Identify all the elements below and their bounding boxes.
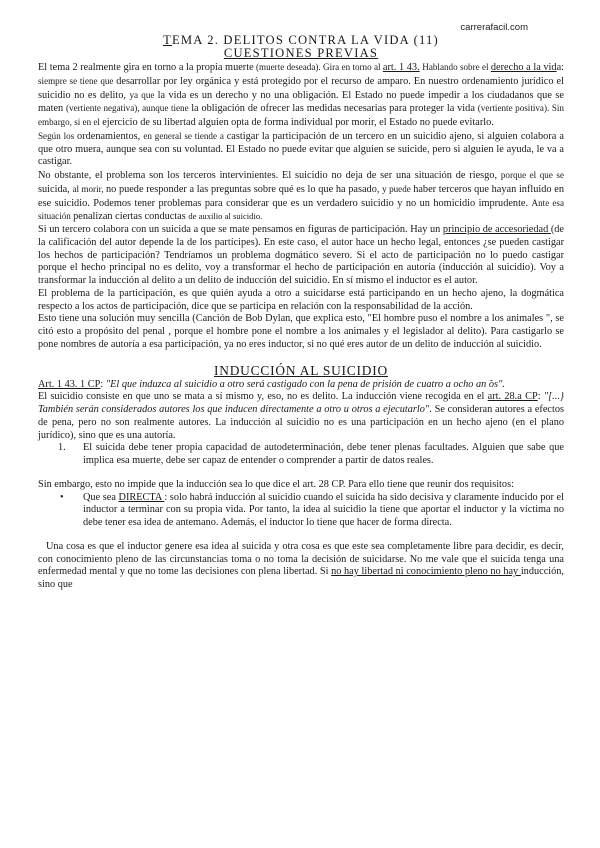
p1-text-m: ejercicio de su libertad alguien opta de forma individual por morir, el Estado no puede evitarlo.: [102, 117, 494, 128]
numbered-item-1: [38, 442, 564, 468]
article-28a-quote: "[...} También serán considerados autores los que inducen directamente a otro u otros a ejecutarlo": [38, 391, 565, 415]
p3-text-e: no puede responder a las preguntas sobre qué es lo que ha pasado,: [105, 183, 383, 195]
p1-text-j: (vertiente negativa), aunque tiene: [66, 103, 192, 114]
p10-text-c: inducción, sino que: [38, 566, 564, 590]
principio-accesoriedad-ref: principio de accesoriedad: [442, 224, 551, 235]
p8-text-a: El suicidio consiste en que uno se mata a sí mismo y, eso, no es delito. La inducción viene recogida en el: [38, 391, 488, 403]
paragraph-4: [38, 224, 564, 288]
p1-text-b: (muerte deseada).: [253, 62, 324, 72]
p1-text-g: desarrollar por ley orgánica y está protegido por el recurso de amparo. En nuestro ordenamiento jurídico el suicidio no es delito,: [38, 75, 564, 101]
p1-text-d: Hablando sobre el: [422, 62, 491, 72]
p1-text-l: (vertiente positiva). Sin embargo, si en el: [38, 103, 564, 127]
p1-text-i: la vida es un derecho y no una obligación. El Estado no puede impedir a los ciudadanos que se maten: [38, 89, 564, 115]
paragraph-2: [38, 130, 564, 169]
p3-text-h: Podemos tener problemas para considerar que es un verdadero suicidio y no un homicidio imprudente.: [93, 197, 532, 209]
p1-text-f: siempre se tiene que: [38, 75, 117, 86]
bullet-text-a: Que sea: [83, 491, 119, 503]
article-ref-143: art. 1 43.: [382, 62, 420, 73]
p3-text-a: No obstante, el problema son los terceros intervinientes. El suicidio no deja de ser una situación de riesgo,: [38, 170, 501, 181]
directa-term: DIRECTA: [118, 491, 165, 503]
p1-text-a: El tema 2 realmente gira en torno a la propia muerte: [38, 62, 254, 73]
paragraph-1: [38, 61, 564, 130]
p8-colon: :: [537, 391, 544, 403]
document-subtitle: CUESTIONES PREVIAS: [223, 46, 379, 60]
p3-text-d: al morir,: [72, 183, 106, 194]
p2-text-d: castigar la participación de un tercero en un suicidio ajeno, si alguien colabora a que otro muera, aunque sea con su voluntad. El Estado no puede evitar que alguien se suicide, pero si alguien le ayuda, le va a castigar.: [38, 130, 564, 168]
section-spacer: [38, 352, 564, 363]
document-body: [38, 34, 564, 592]
list-marker-1: 1.: [58, 442, 66, 454]
article-ref-28a: art. 28.a CP: [487, 391, 538, 403]
section-title-induccion: INDUCCIÓN AL SUICIDIO: [213, 362, 388, 378]
bullet-item-directa: [38, 492, 564, 530]
paragraph-8: [38, 391, 564, 442]
p2-text-a: Según los: [38, 130, 78, 141]
p4-text-b: (de la calificación del autor depende la de los partícipes). En este caso, el autor hace un hecho legal, entonces ¿se pueden castigar los hechos de participación? Tendríamos un problema dogmático severo. Si el acto de participación no lo puedo castigar porque el hecho principal no es delito, voy a transformar el hecho de participación en autoría (inducción al suicidio). Voy a transformar la inducción al delito a un delito de inducción del suicidio. En sí mismo el inductor es el autor.: [38, 224, 565, 286]
p1-text-h: ya que: [129, 89, 158, 100]
p1-text-e: a:: [556, 62, 565, 73]
site-watermark: carrerafacil.com: [460, 22, 528, 33]
bullet-marker: •: [60, 491, 64, 503]
title-rest: EMA 2. DELITOS CONTRA LA VIDA (11): [171, 33, 439, 47]
paragraph-9: Sin embargo, esto no impide que la inducción sea lo que dice el art. 28 CP. Para ello tiene que reunir dos requisitos:: [38, 478, 514, 490]
p3-text-g: haber terceros que hayan influido en ese suicidio.: [38, 183, 564, 209]
p3-text-j: penalizan ciertas conductas: [73, 211, 189, 223]
paragraph-5: El problema de la participación, es que quién ayuda a otro a suicidarse está participando en un hecho ajeno, la dogmática respecto a los actos de participación, dice que se participa en relación con la responsabilidad de la acción.: [38, 287, 564, 312]
p3-text-k: de auxilio al suicidio.: [188, 211, 263, 222]
spacer-3: [38, 530, 564, 541]
title-block: [38, 34, 564, 59]
libertad-phrase: no hay libertad ni conocimiento pleno no hay: [331, 566, 521, 578]
p3-text-b: porque el que se: [500, 170, 564, 180]
title-first-letter: T: [163, 33, 172, 47]
derecho-vida-ref: derecho a la vid: [490, 62, 557, 73]
p1-text-k: la obligación de ofrecer las medidas necesarias para proteger la vida: [191, 103, 478, 115]
article-ref-143-1: Art. 1 43. 1 CP: [38, 378, 101, 390]
p3-text-i: Ante esa situación: [38, 197, 564, 222]
paragraph-6: Esto tiene una solución muy sencilla (Canción de Bob Dylan, que explica esto, "El hombre puso el nombre a los animales ", se citó esto a propósito del penal , porque el hombre pone el nombre a los animales y el legislador al delito). Para castigarlo se pone nombres de autoría a esa participación, ya no eres inductor, si no qué eres autor de un delito de inducción al suicidio.: [38, 313, 564, 350]
p1-text-c: Gira en torno al: [323, 62, 383, 72]
p2-text-b: ordenamientos,: [77, 130, 144, 142]
bullet-text-c: : solo habrá inducción al suicidio cuando el suicida ha sido decisiva y claramente inducido por el inductor a terminar con su propia vida. Por tanto, la idea al suicidio la tiene que aportar el inductor y la víctima no debe tener esa idea de antemano. Además, el inductor lo tiene que hacer de forma directa.: [83, 491, 564, 528]
spacer-2: [38, 468, 564, 479]
paragraph-10: [38, 541, 564, 592]
p4-text-a: Si un tercero colabora con un suicida a que se mate pensamos en figuras de participación. Hay un: [38, 224, 443, 235]
p10-text-a: Una cosa es que el inductor genere esa idea al suicida y otra cosa es que este sea completamente libre para decidir, es decir, con conocimiento pleno de las circunstancias toma o no toma la decisión de suicidarse. No me vale que el suicida tenga una enfermedad mental y que no tome las decisiones con plena libertad. Si: [38, 540, 564, 578]
p2-text-c: en general se tiende a: [143, 130, 227, 141]
p3-text-c: suicida,: [38, 183, 73, 195]
p7-colon: :: [100, 378, 106, 390]
p8-text-c: . Se consideran autores a efectos de pena, pero no son realmente autores. La inducción al suicidio no es una participación en un hecho ajeno (en el plano jurídico), sino que es una autoría.: [38, 404, 564, 441]
numbered-item-text: El suicida debe tener propia capacidad de autodeterminación, debe tener plenas facultades. Alguien que sabe que implica esa muerte, debe ser capaz de entender o comprender a partir de datos reales.: [83, 442, 564, 466]
paragraph-3: [38, 169, 564, 224]
paragraph-7: [38, 379, 564, 392]
p3-text-f: y puede: [382, 183, 414, 194]
article-143-quote: "El que induzca al suicidio a otro será castigado con la pena de prisión de cuatro a ocho an ̃os".: [105, 378, 505, 390]
